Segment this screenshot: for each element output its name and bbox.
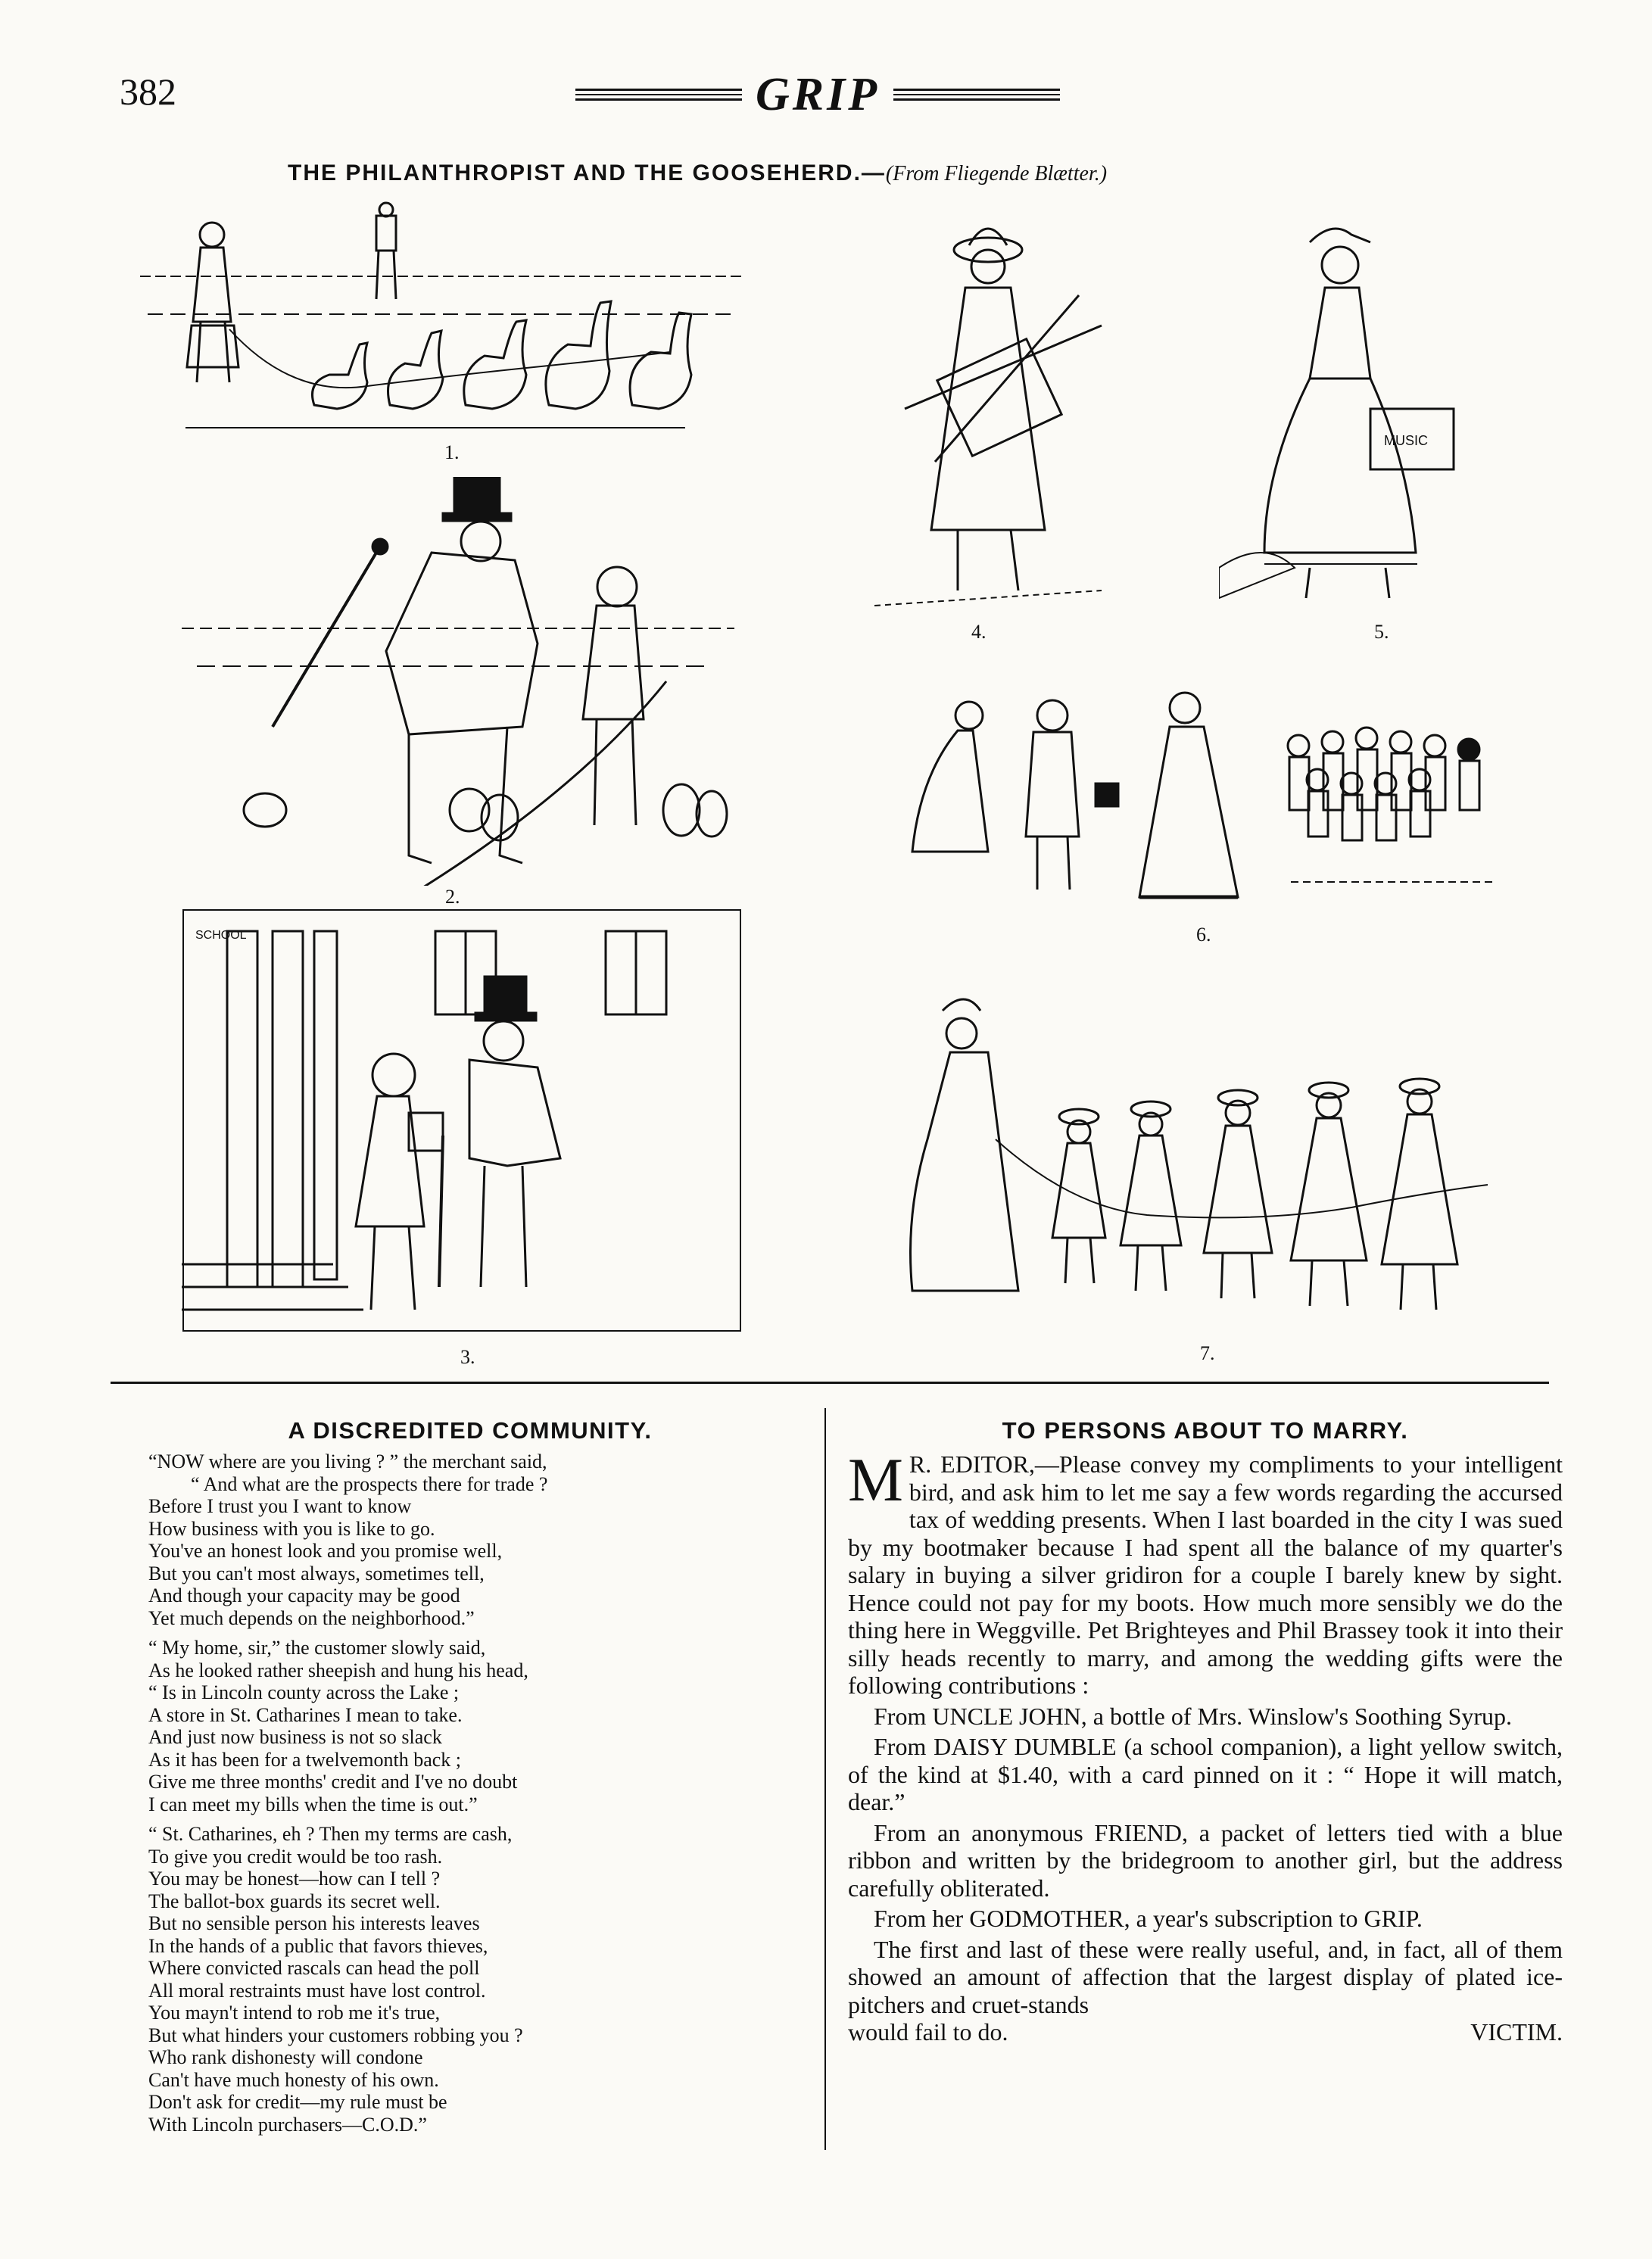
panel-2-number: 2. bbox=[445, 886, 460, 908]
poem-line: How business with you is like to go. bbox=[148, 1517, 435, 1540]
masthead-rule-right bbox=[893, 89, 1060, 101]
poem-title: A DISCREDITED COMMUNITY. bbox=[288, 1417, 653, 1444]
poem-line: “ And what are the prospects there for trade ? bbox=[191, 1472, 548, 1495]
cartoon-title bbox=[288, 160, 1423, 186]
poem-line: But no sensible person his interests leaves bbox=[148, 1912, 480, 1934]
panel-3-illustration bbox=[182, 908, 742, 1368]
poem-line: But what hinders your customers robbing you ? bbox=[148, 2024, 523, 2046]
poem-line: I can meet my bills when the time is out.” bbox=[148, 1793, 478, 1815]
panel-4-number: 4. bbox=[971, 621, 987, 643]
column-divider bbox=[824, 1408, 826, 2150]
page-number: 382 bbox=[120, 70, 176, 113]
poem-line: Can't have much honesty of his own. bbox=[148, 2068, 439, 2091]
letter-paragraph: From DAISY DUMBLE (a school companion), a light yellow switch, of the kind at $1.40, with a card pinned on it : “ Hope it will match, dear.” bbox=[848, 1733, 1563, 1815]
letter-article bbox=[848, 1417, 1563, 2046]
letter-paragraph: From an anonymous FRIEND, a packet of letters tied with a blue ribbon and written by the bridegroom to another girl, but the address carefully obliterated. bbox=[848, 1818, 1563, 1902]
poem-line: “ My home, sir,” the customer slowly said, bbox=[148, 1637, 486, 1659]
poem-line: “NOW where are you living ? ” the merchant said, bbox=[148, 1450, 547, 1472]
letter-title: TO PERSONS ABOUT TO MARRY. bbox=[1002, 1417, 1409, 1444]
poem-line: But you can't most always, sometimes tell, bbox=[148, 1562, 485, 1584]
panel-1-illustration bbox=[140, 201, 746, 463]
cartoon-source: (From Fliegende Blætter.) bbox=[885, 162, 1108, 185]
letter-paragraph: The first and last of these were really useful, and, in fact, all of them showed an amount of affection that the largest display of plated ice-pitchers and cruet-stands bbox=[848, 1935, 1563, 2018]
poem-line: “ St. Catharines, eh ? Then my terms are cash, bbox=[148, 1823, 513, 1845]
poem-line: Give me three months' credit and I've no doubt bbox=[148, 1771, 518, 1793]
panel-7-illustration bbox=[897, 988, 1503, 1364]
letter-paragraph: From her GODMOTHER, a year's subscription to GRIP. bbox=[874, 1905, 1423, 1932]
svg-text:SCHOOL: SCHOOL bbox=[195, 929, 247, 942]
panel-5-number: 5. bbox=[1374, 621, 1389, 643]
poem-line: “ Is in Lincoln county across the Lake ; bbox=[148, 1681, 460, 1703]
panel-5-illustration bbox=[1219, 220, 1484, 643]
panel-1-number: 1. bbox=[444, 441, 460, 463]
panel-7-number: 7. bbox=[1200, 1342, 1215, 1364]
poem-line: Before I trust you I want to know bbox=[148, 1495, 412, 1517]
poem-line: And just now business is not so slack bbox=[148, 1726, 442, 1748]
poem-line: The ballot-box guards its secret well. bbox=[148, 1890, 441, 1912]
letter-closing-row bbox=[848, 2018, 1563, 2046]
music-case-label: MUSIC bbox=[1384, 433, 1428, 448]
poem-stanza bbox=[148, 1823, 792, 2136]
poem-line: In the hands of a public that favors thieves, bbox=[148, 1934, 488, 1957]
drop-cap: M bbox=[848, 1445, 903, 1514]
poem-line: With Lincoln purchasers—C.O.D.” bbox=[148, 2113, 427, 2136]
poem-line: You mayn't intend to rob me it's true, bbox=[148, 2002, 441, 2024]
poem-stanza bbox=[148, 1637, 792, 1815]
panel-3-number: 3. bbox=[460, 1346, 475, 1368]
poem-line: Who rank dishonesty will condone bbox=[148, 2046, 423, 2068]
poem-line: You've an honest look and you promise well, bbox=[148, 1540, 503, 1562]
poem-line: And though your capacity may be good bbox=[148, 1584, 460, 1606]
cartoon-title-text: THE PHILANTHROPIST AND THE GOOSEHERD.— bbox=[288, 160, 886, 185]
letter-paragraph bbox=[848, 1445, 1563, 1700]
poem-article bbox=[148, 1417, 792, 2143]
poem-line: Yet much depends on the neighborhood.” bbox=[148, 1606, 475, 1629]
poem-line: As it has been for a twelvemonth back ; bbox=[148, 1748, 461, 1771]
letter-paragraph: From UNCLE JOHN, a bottle of Mrs. Winslow's Soothing Syrup. bbox=[874, 1702, 1513, 1730]
panel-6-illustration bbox=[897, 685, 1495, 946]
poem-line: Where convicted rascals can head the poll bbox=[148, 1957, 480, 1979]
panel-2-illustration bbox=[182, 477, 734, 908]
masthead-title: GRIP bbox=[755, 68, 881, 120]
letter-paragraph-text: R. EDITOR,—Please convey my compliments to your intelligent bird, and ask him to let me say a few words regarding the accursed tax of wedding presents. When I last boarded in the city I was sued by my bootmaker because I had spent all the balance of my quarter's salary in buying a silver gridiron for a couple I barely knew by sight. Hence could not pay for my boots. How much more sensibly we do the thing here in Weggville. Pet Brighteyes and Phil Brassey took it into their silly heads recently to marry, and among the wedding gifts were the following contributions : bbox=[848, 1450, 1563, 1699]
poem-line: You may be honest—how can I tell ? bbox=[148, 1868, 441, 1890]
panel-4-illustration bbox=[859, 212, 1117, 643]
poem-stanza bbox=[148, 1450, 792, 1629]
poem-line: A store in St. Catharines I mean to take. bbox=[148, 1703, 463, 1726]
poem-line: As he looked rather sheepish and hung his head, bbox=[148, 1659, 528, 1681]
masthead bbox=[575, 68, 1060, 121]
masthead-rule-left bbox=[575, 89, 742, 101]
poem-line: All moral restraints must have lost control. bbox=[148, 1979, 486, 2002]
panel-6-number: 6. bbox=[1196, 924, 1211, 946]
letter-signature: VICTIM. bbox=[1470, 2018, 1563, 2046]
section-divider bbox=[111, 1382, 1549, 1384]
poem-line: To give you credit would be too rash. bbox=[148, 1845, 443, 1868]
letter-closing: would fail to do. bbox=[848, 2018, 1008, 2046]
poem-line: Don't ask for credit—my rule must be bbox=[148, 2091, 447, 2113]
